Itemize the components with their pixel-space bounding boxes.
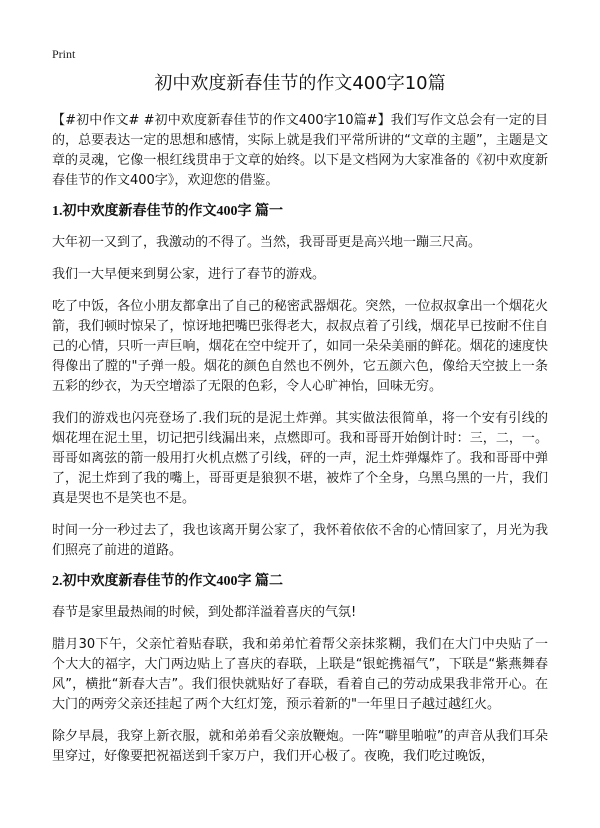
section-heading-1: 1.初中欢度新春佳节的作文400字 篇一 bbox=[52, 204, 283, 219]
intro-paragraph: 【#初中作文# #初中欢度新春佳节的作文400字10篇#】我们写作文总会有一定的目的，总要表达一定的思想和感情，实际上就是我们平常所讲的“文章的主题”，主题是文章的灵魂，它像一根红线贯串于文章的始终。以下是文档网为大家准备的《初中欢度新春佳节的作文400字》，欢迎您的借鉴。 bbox=[52, 113, 548, 188]
paragraph: 除夕早晨，我穿上新衣服，就和弟弟看父亲放鞭炮。一阵“噼里啪啦”的声音从我们耳朵里穿过，好像要把祝福送到千家万户，我们开心极了。夜晚，我们吃过晚饭， bbox=[52, 729, 548, 764]
paragraph: 我们一大早便来到舅公家，进行了春节的游戏。 bbox=[52, 267, 326, 282]
article bbox=[52, 72, 548, 779]
section-heading-2: 2.初中欢度新春佳节的作文400字 篇二 bbox=[52, 574, 283, 589]
paragraph: 腊月30下午，父亲忙着贴春联，我和弟弟忙着帮父亲抹浆糊，我们在大门中央贴了一个大大的福字，大门两边贴上了喜庆的春联，上联是“银蛇携福气”，下联是“紫燕舞春风”，横批“新春大吉”。我们很快就贴好了春联，看着自己的劳动成果我非常开心。在大门的两旁父亲还挂起了两个大红灯笼，预示着新的"一年里日子越过越红火。 bbox=[52, 637, 548, 712]
page-title: 初中欢度新春佳节的作文400字10篇 bbox=[154, 73, 446, 94]
paragraph: 时间一分一秒过去了，我也该离开舅公家了，我怀着依依不舍的心情回家了，月光为我们照亮了前进的道路。 bbox=[52, 523, 548, 558]
paragraph: 春节是家里最热闹的时候，到处都洋溢着喜庆的气氛! bbox=[52, 605, 357, 620]
print-link[interactable]: Print bbox=[52, 47, 76, 61]
paragraph: 大年初一又到了，我激动的不得了。当然，我哥哥更是高兴地一蹦三尺高。 bbox=[52, 235, 482, 250]
paragraph: 我们的游戏也闪亮登场了.我们玩的是泥土炸弹。其实做法很简单，将一个安有引线的烟花埋在泥土里，切记把引线漏出来，点燃即可。我和哥哥开始倒计时：三，二，一。哥哥如离弦的箭一般用打火机点燃了引线，砰的一声，泥土炸弹爆炸了。我和哥哥中弹了，泥土炸到了我的嘴上，哥哥更是狼狈不堪，被炸了个全身，乌黑乌黑的一片，我们真是哭也不是笑也不是。 bbox=[52, 411, 548, 506]
paragraph: 吃了中饭，各位小朋友都拿出了自己的秘密武器烟花。突然，一位叔叔拿出一个烟花火箭，我们顿时惊呆了，惊讶地把嘴巴张得老大，叔叔点着了引线，烟花早已按耐不住自己的心情，只听一声巨响，烟花在空中绽开了，如同一朵朵美丽的鲜花。烟花的速度快得像出了膛的"子弹一般。烟花的颜色自然也不例外，它五颜六色，像给天空披上一条五彩的纱衣，为天空增添了无限的色彩，令人心旷神怡，回味无穷。 bbox=[52, 299, 548, 394]
